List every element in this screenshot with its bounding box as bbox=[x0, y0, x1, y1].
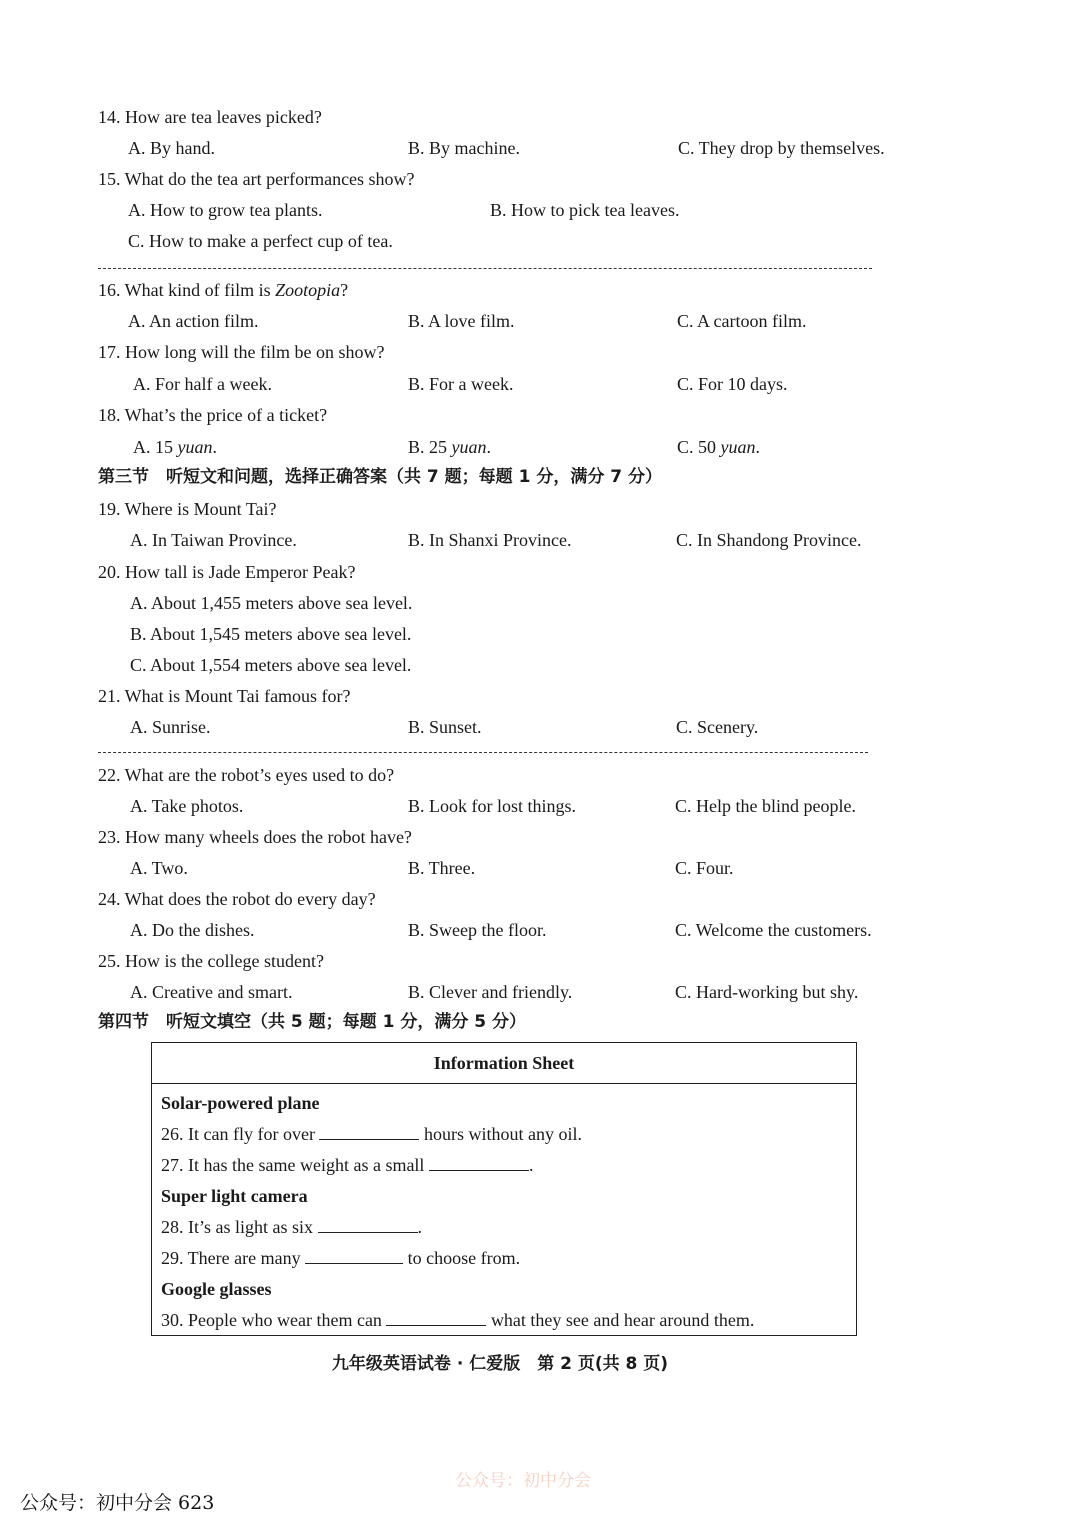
period: . bbox=[755, 437, 761, 457]
page-footer: 九年级英语试卷 · 仁爱版 第 2 页(共 8 页) bbox=[331, 1354, 669, 1374]
section-3-heading: 第三节 听短文和问题，选择正确答案（共 7 题；每题 1 分，满分 7 分） bbox=[98, 467, 662, 487]
unit: yuan bbox=[177, 437, 213, 457]
sheet-title: Information Sheet bbox=[152, 1043, 856, 1084]
question-19: 19. Where is Mount Tai? bbox=[98, 499, 277, 519]
answer-blank-26[interactable] bbox=[319, 1123, 419, 1140]
period: . bbox=[212, 437, 217, 457]
section-4-heading: 第四节 听短文填空（共 5 题；每题 1 分，满分 5 分） bbox=[98, 1012, 526, 1032]
option-14b: B. By machine. bbox=[408, 138, 520, 158]
item-27-text-end: . bbox=[528, 1155, 534, 1175]
option-18b bbox=[408, 436, 491, 458]
option-15a: A. How to grow tea plants. bbox=[128, 200, 323, 220]
option-20b: B. About 1,545 meters above sea level. bbox=[130, 624, 412, 644]
option-19c: C. In Shandong Province. bbox=[676, 530, 862, 550]
option-21b: B. Sunset. bbox=[408, 717, 482, 737]
option-19b: B. In Shanxi Province. bbox=[408, 530, 572, 550]
option-21a: A. Sunrise. bbox=[130, 717, 211, 737]
item-26-text: 26. It can fly for over bbox=[161, 1124, 320, 1144]
question-21: 21. What is Mount Tai famous for? bbox=[98, 686, 351, 706]
item-26-text-end: hours without any oil. bbox=[419, 1124, 582, 1144]
option-19a: A. In Taiwan Province. bbox=[130, 530, 297, 550]
sheet-heading-camera: Super light camera bbox=[161, 1186, 308, 1206]
option-24a: A. Do the dishes. bbox=[130, 920, 255, 940]
option-16a: A. An action film. bbox=[128, 311, 259, 331]
information-sheet bbox=[151, 1042, 857, 1336]
option-23c: C. Four. bbox=[675, 858, 734, 878]
question-22: 22. What are the robot’s eyes used to do? bbox=[98, 765, 395, 785]
question-25: 25. How is the college student? bbox=[98, 951, 324, 971]
film-title: Zootopia bbox=[275, 280, 341, 300]
sheet-item-29 bbox=[161, 1247, 520, 1269]
item-29-text: 29. There are many bbox=[161, 1248, 306, 1268]
question-24: 24. What does the robot do every day? bbox=[98, 889, 376, 909]
question-16 bbox=[98, 279, 348, 301]
answer-blank-27[interactable] bbox=[429, 1154, 529, 1171]
account-credit: 公众号：初中分会 623 bbox=[20, 1492, 215, 1514]
option-17a: A. For half a week. bbox=[133, 374, 272, 394]
option-15b: B. How to pick tea leaves. bbox=[490, 200, 680, 220]
option-20c: C. About 1,554 meters above sea level. bbox=[130, 655, 412, 675]
item-27-text: 27. It has the same weight as a small bbox=[161, 1155, 429, 1175]
option-17b: B. For a week. bbox=[408, 374, 514, 394]
option-24b: B. Sweep the floor. bbox=[408, 920, 547, 940]
question-17: 17. How long will the film be on show? bbox=[98, 342, 385, 362]
sheet-item-28 bbox=[161, 1216, 422, 1238]
answer-blank-29[interactable] bbox=[305, 1247, 403, 1264]
question-15: 15. What do the tea art performances show? bbox=[98, 169, 415, 189]
option-22c: C. Help the blind people. bbox=[675, 796, 856, 816]
sheet-item-27 bbox=[161, 1154, 533, 1176]
sheet-item-26 bbox=[161, 1123, 582, 1145]
item-30-text: 30. People who wear them can bbox=[161, 1310, 387, 1330]
option-25b: B. Clever and friendly. bbox=[408, 982, 573, 1002]
option-22b: B. Look for lost things. bbox=[408, 796, 577, 816]
answer-blank-30[interactable] bbox=[386, 1309, 486, 1326]
item-29-text-end: to choose from. bbox=[403, 1248, 521, 1268]
question-18: 18. What’s the price of a ticket? bbox=[98, 405, 328, 425]
option-22a: A. Take photos. bbox=[130, 796, 244, 816]
option-23b: B. Three. bbox=[408, 858, 476, 878]
option-15c: C. How to make a perfect cup of tea. bbox=[128, 231, 393, 251]
question-16-text: 16. What kind of film is bbox=[98, 280, 276, 300]
option-20a: A. About 1,455 meters above sea level. bbox=[130, 593, 413, 613]
option-21c: C. Scenery. bbox=[676, 717, 759, 737]
option-18a bbox=[133, 436, 217, 458]
option-18b-value: B. 25 bbox=[408, 437, 452, 457]
item-28-text: 28. It’s as light as six bbox=[161, 1217, 318, 1237]
question-14: 14. How are tea leaves picked? bbox=[98, 107, 322, 127]
unit: yuan bbox=[451, 437, 487, 457]
option-24c: C. Welcome the customers. bbox=[675, 920, 872, 940]
dashed-separator bbox=[98, 268, 872, 269]
unit: yuan bbox=[720, 437, 756, 457]
sheet-heading-plane: Solar-powered plane bbox=[161, 1093, 320, 1113]
option-25c: C. Hard-working but shy. bbox=[675, 982, 859, 1002]
option-14c: C. They drop by themselves. bbox=[678, 138, 885, 158]
option-25a: A. Creative and smart. bbox=[130, 982, 293, 1002]
option-18c-value: C. 50 bbox=[677, 437, 721, 457]
sheet-item-30 bbox=[161, 1309, 754, 1331]
item-28-text-end: . bbox=[417, 1217, 422, 1237]
question-16-mark: ? bbox=[340, 280, 349, 300]
watermark: 公众号：初中分会 bbox=[455, 1471, 591, 1491]
option-18a-value: A. 15 bbox=[133, 437, 178, 457]
option-14a: A. By hand. bbox=[128, 138, 215, 158]
period: . bbox=[486, 437, 492, 457]
sheet-heading-glasses: Google glasses bbox=[161, 1279, 272, 1299]
option-16b: B. A love film. bbox=[408, 311, 515, 331]
option-18c bbox=[677, 436, 760, 458]
option-16c: C. A cartoon film. bbox=[677, 311, 807, 331]
question-20: 20. How tall is Jade Emperor Peak? bbox=[98, 562, 356, 582]
option-23a: A. Two. bbox=[130, 858, 188, 878]
answer-blank-28[interactable] bbox=[318, 1216, 418, 1233]
question-23: 23. How many wheels does the robot have? bbox=[98, 827, 412, 847]
option-17c: C. For 10 days. bbox=[677, 374, 788, 394]
dashed-separator bbox=[98, 752, 868, 753]
item-30-text-end: what they see and hear around them. bbox=[486, 1310, 755, 1330]
